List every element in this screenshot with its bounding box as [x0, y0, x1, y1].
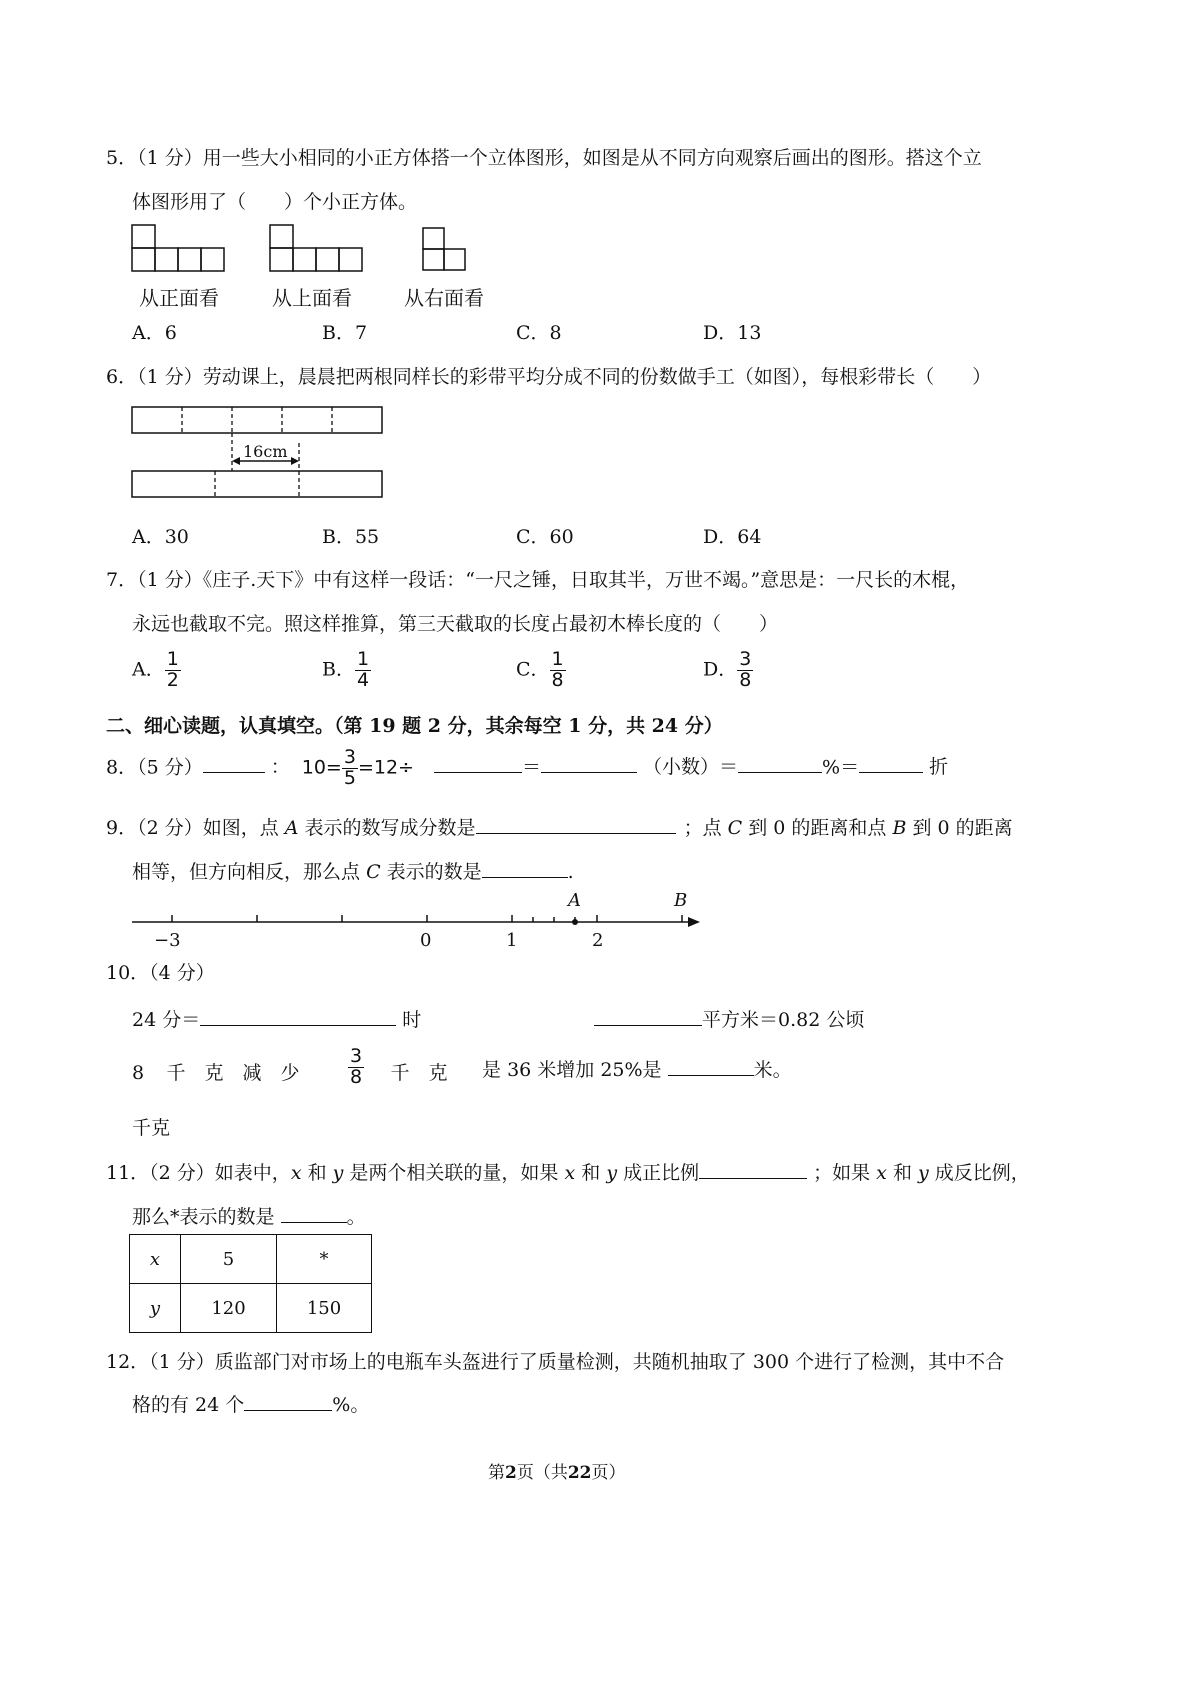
view-label-right: 从右面看	[404, 286, 484, 310]
q9-blank-2[interactable]	[482, 859, 568, 878]
q11-table	[129, 1234, 372, 1333]
q12-line1: 12．（1 分）质监部门对市场上的电瓶车头盔进行了质量检测，共随机抽取了 300 个进行了检测，其中不合	[106, 1351, 1005, 1373]
ribbon-bottom	[132, 471, 382, 497]
q6-option-c[interactable]: C．60	[516, 526, 574, 548]
q8-line: 8．（5 分） ： 10= $\frac{3}{5}$ =12÷ ＝ （小数）＝ %＝ 折	[106, 746, 949, 789]
ribbon-top	[132, 407, 382, 433]
fraction: $\frac{1}{2}$	[166, 648, 179, 691]
q5-line2: 体图形用了（ ）个小正方体。	[132, 191, 418, 213]
numberline-label-0: 0	[420, 930, 432, 951]
q9-line2: 相等，但方向相反，那么点 C 表示的数是 .	[132, 861, 574, 883]
q5-line1: 5．（1 分）用一些大小相同的小正方体搭一个立体图形，如图是从不同方向观察后画出的图形。搭这个立	[106, 147, 982, 169]
q8-blank-2[interactable]	[434, 754, 522, 773]
table-cell: *	[277, 1235, 372, 1284]
table-cell: x	[130, 1235, 181, 1284]
table-cell: 5	[181, 1235, 277, 1284]
q8-blank-5[interactable]	[859, 754, 923, 773]
q6-option-d[interactable]: D．64	[703, 526, 762, 548]
q11-line1: 11．（2 分）如表中，x 和 y 是两个相关联的量，如果 x 和 y 成正比例 ；如果 x 和 y 成反比例，	[106, 1162, 1030, 1184]
q6-option-a[interactable]: A．30	[132, 526, 189, 548]
table-row	[130, 1235, 372, 1284]
numberline-point-a: A	[568, 890, 581, 911]
view-label-top: 从上面看	[272, 286, 352, 310]
q8-blank-1[interactable]	[203, 754, 265, 773]
q6-option-b[interactable]: B．55	[322, 526, 380, 548]
q12-blank[interactable]	[244, 1392, 332, 1411]
numberline-point-b: B	[674, 890, 688, 911]
q11-line2: 那么*表示的数是 。	[132, 1206, 366, 1228]
q11-blank-1[interactable]	[699, 1160, 807, 1179]
q12-line2: 格的有 24 个 %。	[132, 1394, 370, 1416]
q9-blank-1[interactable]	[476, 815, 676, 834]
q7-option-b[interactable]: B． $\frac{1}{4}$	[322, 648, 370, 691]
q5-option-d[interactable]: D．13	[703, 322, 762, 344]
view-label-front: 从正面看	[139, 286, 219, 310]
numberline-label-2: 2	[592, 930, 604, 951]
fraction: $\frac{3}{8}$	[739, 648, 752, 691]
q10-fraction: $\frac{3}{8}$	[350, 1045, 363, 1088]
q7-option-c[interactable]: C． $\frac{1}{8}$	[516, 648, 564, 691]
fraction: $\frac{1}{4}$	[356, 648, 370, 691]
fraction: $\frac{1}{8}$	[551, 648, 564, 691]
q7-line2: 永远也截取不完。照这样推算，第三天截取的长度占最初木棒长度的（ ）	[132, 613, 779, 635]
section2-title: 二、细心读题，认真填空。（第 19 题 2 分，其余每空 1 分，共 24 分）	[106, 715, 723, 737]
q6-ribbon-figure	[128, 403, 390, 499]
q10-row2-right: 是 36 米增加 25%是 米。	[482, 1059, 792, 1081]
q5-option-b[interactable]: B．7	[322, 322, 368, 344]
q11-blank-2[interactable]	[281, 1204, 347, 1223]
q5-option-a[interactable]: A．6	[132, 322, 177, 344]
numberline-label-1: 1	[506, 930, 518, 951]
q10-blank-meters[interactable]	[668, 1057, 754, 1076]
q9-number-line	[128, 884, 708, 954]
table-row	[130, 1284, 372, 1333]
q8-blank-4[interactable]	[738, 754, 822, 773]
q6-text: 6．（1 分）劳动课上，晨晨把两根同样长的彩带平均分成不同的份数做手工（如图），每根彩带长（ ）	[106, 366, 992, 388]
front-view-top-cell	[132, 225, 155, 248]
q5-view-figures	[128, 222, 488, 274]
q7-line1: 7．（1 分）《庄子.天下》中有这样一段话：“一尺之锤，日取其半，万世不竭。”意思是：一尺长的木棍，	[106, 569, 970, 591]
q6-measure-label: 16cm	[243, 442, 288, 461]
page-footer: 第2页（共22页）	[488, 1463, 626, 1483]
q10-row2-mid: 千 克	[390, 1062, 448, 1084]
table-cell: y	[130, 1284, 181, 1333]
q10-header: 10．（4 分）	[106, 962, 215, 984]
q10-row3: 千克	[132, 1117, 171, 1139]
table-cell: 150	[277, 1284, 372, 1333]
q7-option-a[interactable]: A． $\frac{1}{2}$	[132, 648, 179, 691]
table-cell: 120	[181, 1284, 277, 1333]
q10-row2-left: 8 千 克 减 少	[131, 1062, 300, 1084]
q8-fraction: $\frac{3}{5}$	[343, 746, 356, 789]
q5-option-c[interactable]: C．8	[516, 322, 562, 344]
q10-row1-right: 平方米＝0.82 公顷	[594, 1005, 864, 1032]
q10-blank-sqm[interactable]	[594, 1007, 702, 1026]
q7-option-d[interactable]: D． $\frac{3}{8}$	[703, 648, 752, 691]
numberline-label-neg3: −3	[154, 930, 181, 951]
q10-row1-left: 24 分＝ 时	[132, 1009, 422, 1031]
q8-blank-3[interactable]	[541, 754, 637, 773]
q9-line1: 9．（2 分）如图，点 A 表示的数写成分数是 ；点 C 到 0 的距离和点 B 到 0 的距离	[106, 817, 1013, 839]
q10-blank-hours[interactable]	[200, 1007, 396, 1026]
